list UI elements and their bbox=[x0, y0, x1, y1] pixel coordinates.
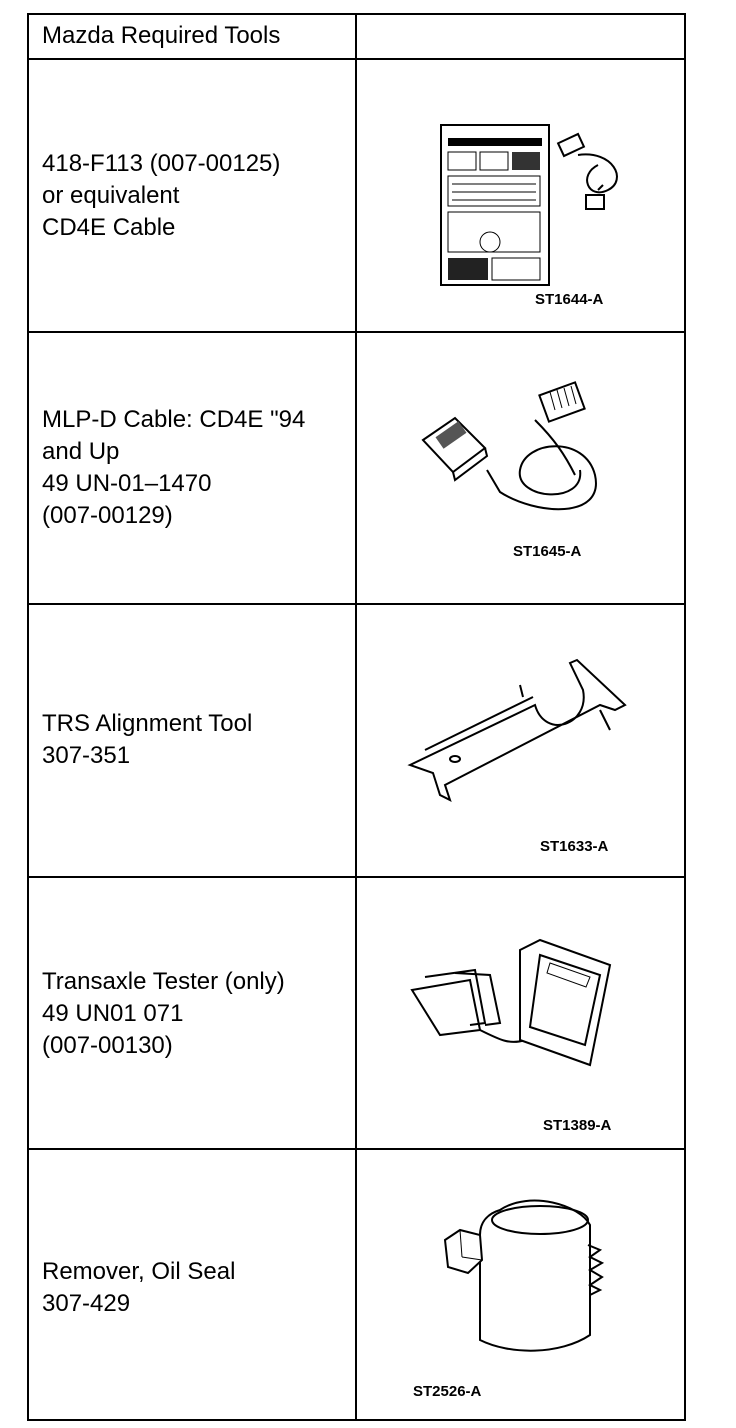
figure-code: ST1645-A bbox=[513, 543, 582, 560]
row-divider bbox=[27, 58, 686, 60]
row-divider bbox=[27, 603, 686, 605]
cable-with-label-card-illustration bbox=[438, 120, 628, 290]
row-divider bbox=[27, 876, 686, 878]
transaxle-tester-illustration bbox=[410, 935, 620, 1070]
tool-description: 418-F113 (007-00125) or equivalent CD4E Cable bbox=[42, 150, 281, 241]
figure-code: ST2526-A bbox=[413, 1383, 482, 1400]
oil-seal-remover-illustration bbox=[440, 1195, 615, 1355]
column-divider bbox=[355, 13, 357, 1421]
tool-description: Transaxle Tester (only) 49 UN01 071 (007-00130) bbox=[42, 968, 285, 1059]
figure-code: ST1644-A bbox=[535, 291, 604, 308]
row-divider bbox=[27, 1148, 686, 1150]
coiled-cable-with-connectors-illustration bbox=[415, 380, 615, 540]
tool-description: Remover, Oil Seal 307-429 bbox=[42, 1258, 236, 1317]
figure-code: ST1389-A bbox=[543, 1117, 612, 1134]
table-header: Mazda Required Tools bbox=[42, 22, 281, 49]
figure-code: ST1633-A bbox=[540, 838, 609, 855]
row-divider bbox=[27, 331, 686, 333]
tool-description: TRS Alignment Tool 307-351 bbox=[42, 710, 253, 769]
tool-description: MLP-D Cable: CD4E "94 and Up 49 UN-01–1470 (007-00129) bbox=[42, 406, 306, 529]
alignment-tool-illustration bbox=[405, 655, 630, 805]
